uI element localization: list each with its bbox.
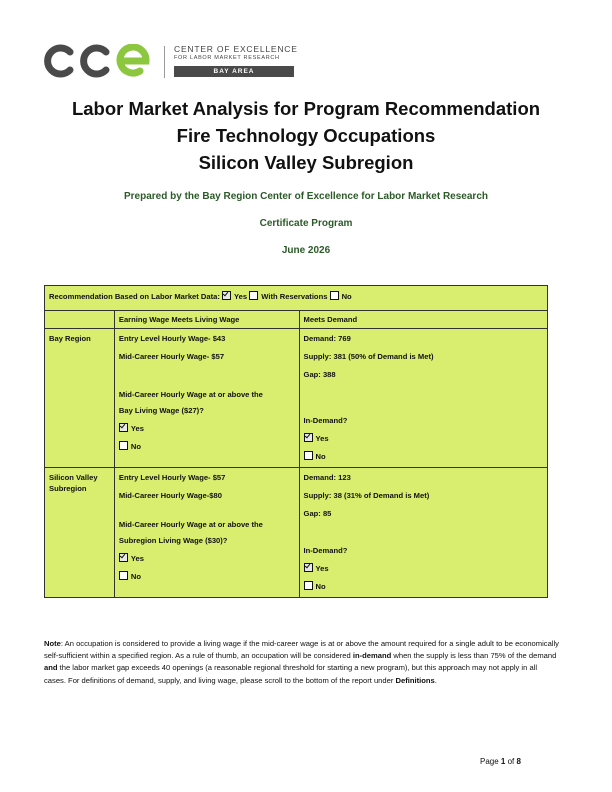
- wage-question-1: Mid-Career Hourly Wage at or above the: [118, 520, 263, 529]
- page-total: 8: [516, 757, 521, 766]
- note-text-4: .: [434, 675, 437, 685]
- note-definitions: Definitions: [395, 675, 435, 685]
- wage-yes: Yes: [130, 424, 144, 433]
- gap-value: Gap: 85: [303, 509, 332, 518]
- region-name: Silicon Valley Subregion: [49, 473, 98, 493]
- checkbox-empty-icon: [304, 451, 313, 460]
- note-text-1: : An occupation is considered to provide a living wage if the mid-career wage is at or above the amount required for a single adult to be economically self-sufficient within a specified region. As a rule of thumb, an occupation will be considered: [44, 639, 559, 661]
- logo-line2: FOR LABOR MARKET RESEARCH: [174, 55, 280, 61]
- recommendation-row: [45, 286, 548, 311]
- note-and: and: [44, 663, 58, 673]
- demand-no: No: [315, 452, 326, 461]
- header-blank: [45, 311, 115, 329]
- demand-cell: [299, 329, 547, 468]
- col-header-demand: Meets Demand: [299, 311, 547, 329]
- region-name: Bay Region: [49, 334, 91, 343]
- page-current: 1: [500, 757, 506, 766]
- program-type: Certificate Program: [259, 218, 353, 229]
- note-text-2: when the supply is less than 75% of the demand: [391, 651, 557, 661]
- recommendation-cell: [45, 286, 548, 311]
- note-paragraph: [44, 638, 560, 687]
- demand-yes: Yes: [315, 564, 329, 573]
- table-row: [45, 329, 548, 468]
- wage-yes: Yes: [130, 554, 144, 563]
- rec-yes-label: Yes: [234, 292, 248, 301]
- page-word: Page: [480, 757, 499, 766]
- page-number: [480, 757, 521, 766]
- logo-bar: BAY AREA: [174, 66, 294, 77]
- checkbox-empty-icon: [119, 571, 128, 580]
- rec-reservations-label: With Reservations: [261, 292, 328, 301]
- title-line3: Silicon Valley Subregion: [198, 152, 414, 173]
- demand-yes: Yes: [315, 434, 329, 443]
- title-line2: Fire Technology Occupations: [176, 125, 436, 146]
- demand-no: No: [315, 582, 326, 591]
- supply-value: Supply: 381 (50% of Demand is Met): [303, 352, 434, 361]
- recommendation-table: [44, 285, 548, 598]
- note-text-3: the labor market gap exceeds 40 openings (a reasonable regional threshold for starting a new program), but this approach may not apply in all cases. For definitions of demand, supply, and living wage, please scroll to the bottom of the report under: [44, 663, 538, 685]
- wage-question-1: Mid-Career Hourly Wage at or above the: [118, 390, 263, 399]
- checkbox-empty-icon: [119, 441, 128, 450]
- gap-value: Gap: 388: [303, 370, 336, 379]
- col-header-wage: Earning Wage Meets Living Wage: [114, 311, 299, 329]
- wage-cell: [114, 468, 299, 598]
- checkbox-yes-checked-icon: [222, 291, 231, 300]
- table-row: [45, 468, 548, 598]
- logo-divider: [164, 46, 165, 78]
- supply-value: Supply: 38 (31% of Demand is Met): [303, 491, 430, 500]
- wage-no: No: [130, 442, 141, 451]
- recommendation-label: Recommendation Based on Labor Market Data:: [49, 292, 220, 301]
- note-label: Note: [44, 639, 61, 648]
- rec-no-label: No: [341, 292, 352, 301]
- coe-logo: [40, 44, 298, 80]
- region-cell: [45, 329, 115, 468]
- entry-wage: Entry Level Hourly Wage- $43: [118, 334, 226, 343]
- checkbox-reservations-icon: [249, 291, 258, 300]
- in-demand-question: In-Demand?: [303, 546, 348, 555]
- region-cell: [45, 468, 115, 598]
- checkbox-checked-icon: [119, 423, 128, 432]
- demand-value: Demand: 769: [303, 334, 351, 343]
- checkbox-empty-icon: [304, 581, 313, 590]
- note-in-demand: in-demand: [352, 651, 392, 661]
- wage-question-2: Subregion Living Wage ($30)?: [118, 536, 228, 545]
- mid-wage: Mid-Career Hourly Wage- $57: [118, 352, 225, 361]
- logo-line1: CENTER OF EXCELLENCE: [174, 44, 298, 54]
- in-demand-question: In-Demand?: [303, 416, 348, 425]
- prepared-by: Prepared by the Bay Region Center of Excellence for Labor Market Research: [123, 191, 488, 202]
- checkbox-checked-icon: [119, 553, 128, 562]
- wage-question-2: Bay Living Wage ($27)?: [118, 406, 204, 415]
- title-line1: Labor Market Analysis for Program Recommendation: [71, 98, 541, 119]
- entry-wage: Entry Level Hourly Wage- $57: [118, 473, 226, 482]
- checkbox-checked-icon: [304, 433, 313, 442]
- report-date: June 2026: [281, 245, 331, 256]
- demand-value: Demand: 123: [303, 473, 351, 482]
- checkbox-checked-icon: [304, 563, 313, 572]
- wage-cell: [114, 329, 299, 468]
- cce-logo-mark: [40, 44, 158, 78]
- checkbox-no-icon: [330, 291, 339, 300]
- mid-wage: Mid-Career Hourly Wage-$80: [118, 491, 222, 500]
- table-header-row: [45, 311, 548, 329]
- wage-no: No: [130, 572, 141, 581]
- demand-cell: [299, 468, 547, 598]
- of-word: of: [507, 757, 515, 766]
